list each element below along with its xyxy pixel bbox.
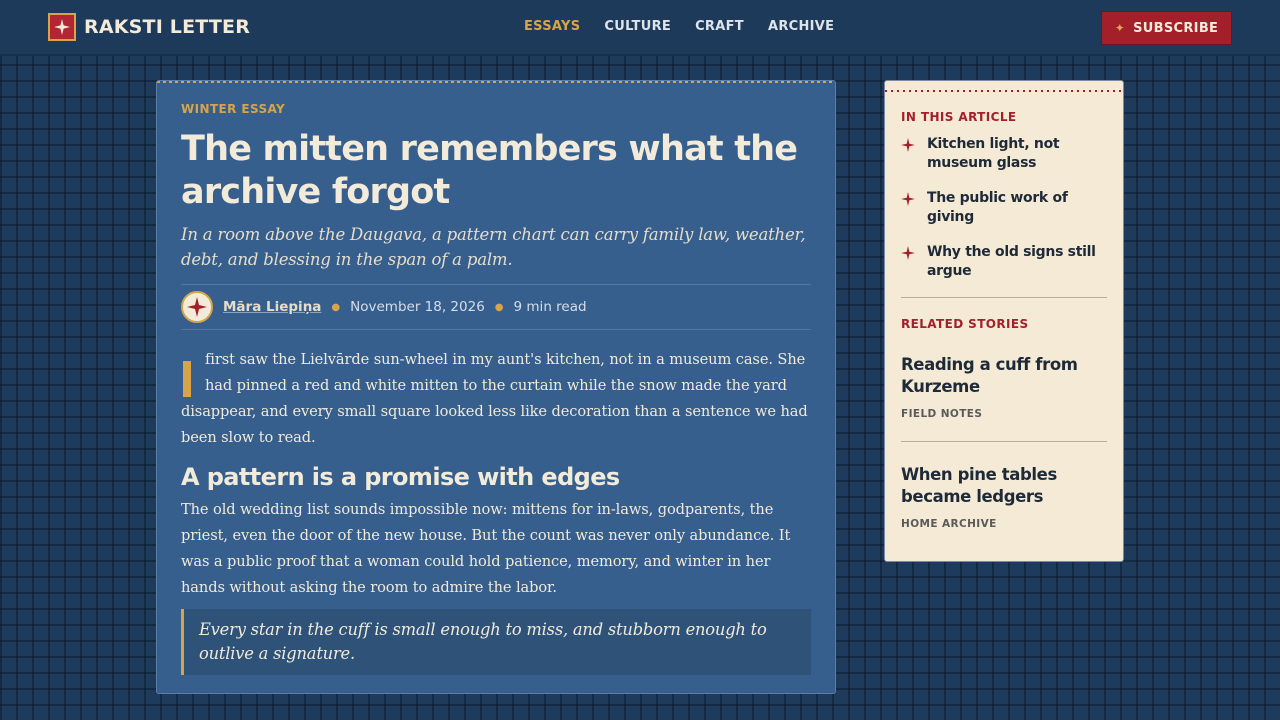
lead-text: first saw the Lielvārde sun-wheel in my aunt's kitchen, not in a museum case. She had pinned a red and white mitten to the curtain while the snow made the yard disappear, and every small square looked less like decoration than a sentence we had been slow to read. — [181, 351, 808, 446]
subscribe-label: SUBSCRIBE — [1133, 20, 1219, 36]
section-heading: A pattern is a promise with edges — [181, 463, 620, 491]
star-badge-icon — [48, 13, 76, 41]
pull-quote: Every star in the cuff is small enough to miss, and stubborn enough to outlive a signature. — [181, 609, 811, 675]
nav-archive[interactable]: ARCHIVE — [767, 19, 835, 34]
nav-craft[interactable]: CRAFT — [695, 19, 744, 34]
star-avatar-icon — [181, 291, 213, 323]
toc-label: The public work of giving — [927, 190, 1068, 225]
toc-item[interactable] — [901, 243, 1107, 281]
toc-heading: IN THIS ARTICLE — [901, 110, 1017, 124]
related-story-title: Reading a cuff from Kurzeme — [901, 355, 1078, 396]
brand[interactable] — [48, 13, 250, 41]
article-card — [156, 80, 836, 694]
lead-paragraph — [181, 347, 811, 451]
byline — [181, 284, 811, 330]
brand-name: RAKSTI LETTER — [84, 16, 251, 38]
body-paragraph: The old wedding list sounds impossible now: mittens for in-laws, godparents, the priest, even the door of the new house. But the count was never only abundance. It was a public proof that a woman could hold patience, memory, and winter in her hands without asking the room to admire the labor. — [181, 501, 791, 596]
author-link[interactable]: Māra Liepiņa — [223, 299, 322, 315]
related-story[interactable] — [901, 332, 1107, 421]
read-time: 9 min read — [513, 299, 587, 315]
related-story-tag: HOME ARCHIVE — [901, 518, 997, 530]
four-point-star-icon — [901, 243, 927, 264]
toc-label: Why the old signs still argue — [927, 244, 1096, 279]
nav-culture[interactable]: CULTURE — [604, 19, 672, 34]
divider — [901, 297, 1107, 298]
main-nav — [524, 19, 858, 35]
toc-item[interactable] — [901, 189, 1107, 227]
table-of-contents — [901, 135, 1107, 281]
article-kicker: WINTER ESSAY — [181, 102, 286, 116]
separator-dot: ● — [494, 301, 504, 313]
toc-label: Kitchen light, not museum glass — [927, 136, 1060, 171]
sparkle-icon: ✦ — [1114, 21, 1126, 35]
subscribe-button[interactable] — [1101, 11, 1232, 45]
related-story-title: When pine tables became ledgers — [901, 465, 1057, 506]
article-dek: In a room above the Daugava, a pattern chart can carry family law, weather, debt, and blessing in the span of a palm. — [181, 225, 806, 269]
drop-cap — [183, 361, 191, 397]
nav-essays[interactable]: ESSAYS — [524, 19, 581, 34]
publish-date: November 18, 2026 — [350, 299, 485, 315]
separator-dot: ● — [331, 301, 341, 313]
four-point-star-icon — [901, 189, 927, 210]
related-heading: RELATED STORIES — [901, 317, 1029, 331]
article-headline: The mitten remembers what the archive forgot — [181, 129, 798, 212]
related-story[interactable] — [901, 442, 1107, 531]
toc-item[interactable] — [901, 135, 1107, 173]
four-point-star-icon — [901, 135, 927, 156]
sidebar — [884, 80, 1124, 562]
site-header — [0, 0, 1280, 56]
related-story-tag: FIELD NOTES — [901, 408, 983, 420]
